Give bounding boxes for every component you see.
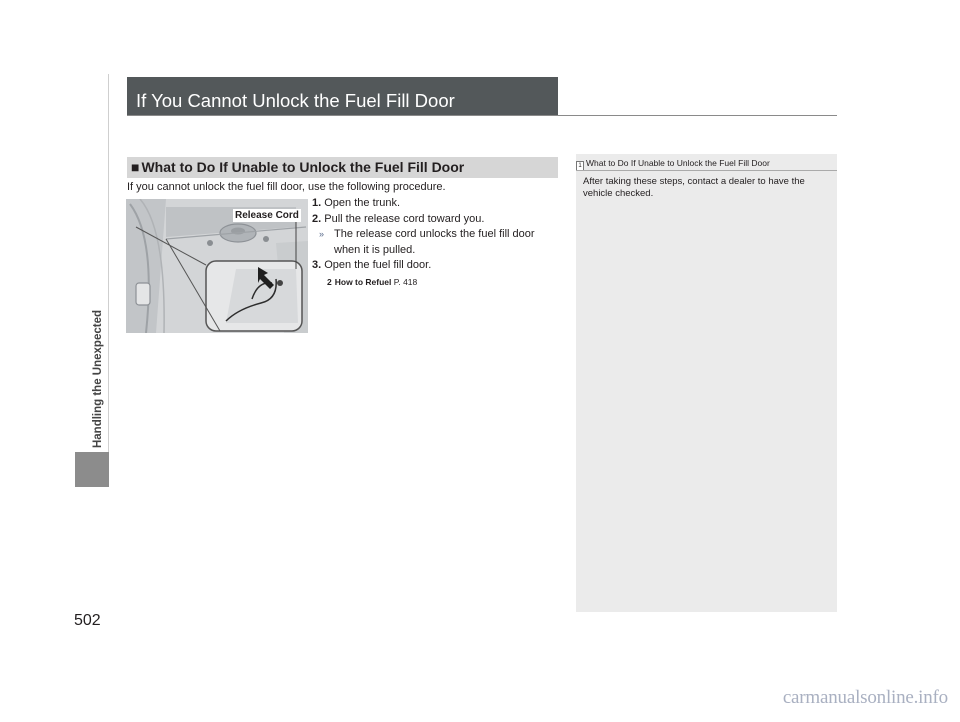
- reference-title: How to Refuel: [334, 276, 392, 287]
- step-text: Pull the release cord toward you.: [324, 212, 485, 225]
- section-marker-icon: ■: [131, 159, 140, 175]
- step-2-result-line2: when it is pulled.: [334, 243, 416, 256]
- figure-label-release-cord: Release Cord: [235, 210, 299, 221]
- step-3: [312, 258, 562, 274]
- step-number: 3.: [312, 259, 322, 271]
- page-number: 502: [74, 612, 101, 629]
- side-tab-marker: [75, 452, 109, 487]
- side-tab-label: Handling the Unexpected: [92, 309, 104, 448]
- step-2-result-line1: The release cord unlocks the fuel fill door: [334, 228, 535, 240]
- step-text: Open the trunk.: [324, 197, 401, 209]
- title-rule: [127, 115, 837, 116]
- step-2-result: [317, 227, 562, 258]
- side-tab: [88, 74, 108, 448]
- step-number: 1.: [312, 197, 322, 209]
- side-note-rule: [576, 170, 837, 171]
- step-number: 2.: [312, 212, 322, 225]
- step-1: [312, 196, 562, 212]
- step-text: Open the fuel fill door.: [324, 259, 432, 271]
- reference-page: P. 418: [391, 276, 418, 287]
- reference-arrow-icon: 2: [327, 276, 332, 287]
- side-note-panel: [576, 154, 837, 612]
- note-marker-icon: 1: [576, 161, 584, 171]
- side-note-text: After taking these steps, contact a dealer to have the vehicle checked.: [583, 176, 805, 199]
- section-heading-text: What to Do If Unable to Unlock the Fuel Fill Door: [141, 159, 465, 175]
- cross-reference-link[interactable]: [312, 275, 562, 291]
- side-note-title-text: What to Do If Unable to Unlock the Fuel Fill Door: [586, 158, 770, 168]
- result-arrow-icon: »: [319, 229, 325, 239]
- step-2: [312, 212, 562, 228]
- procedure-steps: [312, 196, 562, 290]
- watermark: carmanualsonline.info: [782, 687, 948, 708]
- side-tab-divider: [108, 74, 109, 452]
- page-title: If You Cannot Unlock the Fuel Fill Door: [127, 77, 558, 115]
- intro-text: If you cannot unlock the fuel fill door, use the following procedure.: [127, 181, 446, 193]
- section-heading: [127, 157, 558, 178]
